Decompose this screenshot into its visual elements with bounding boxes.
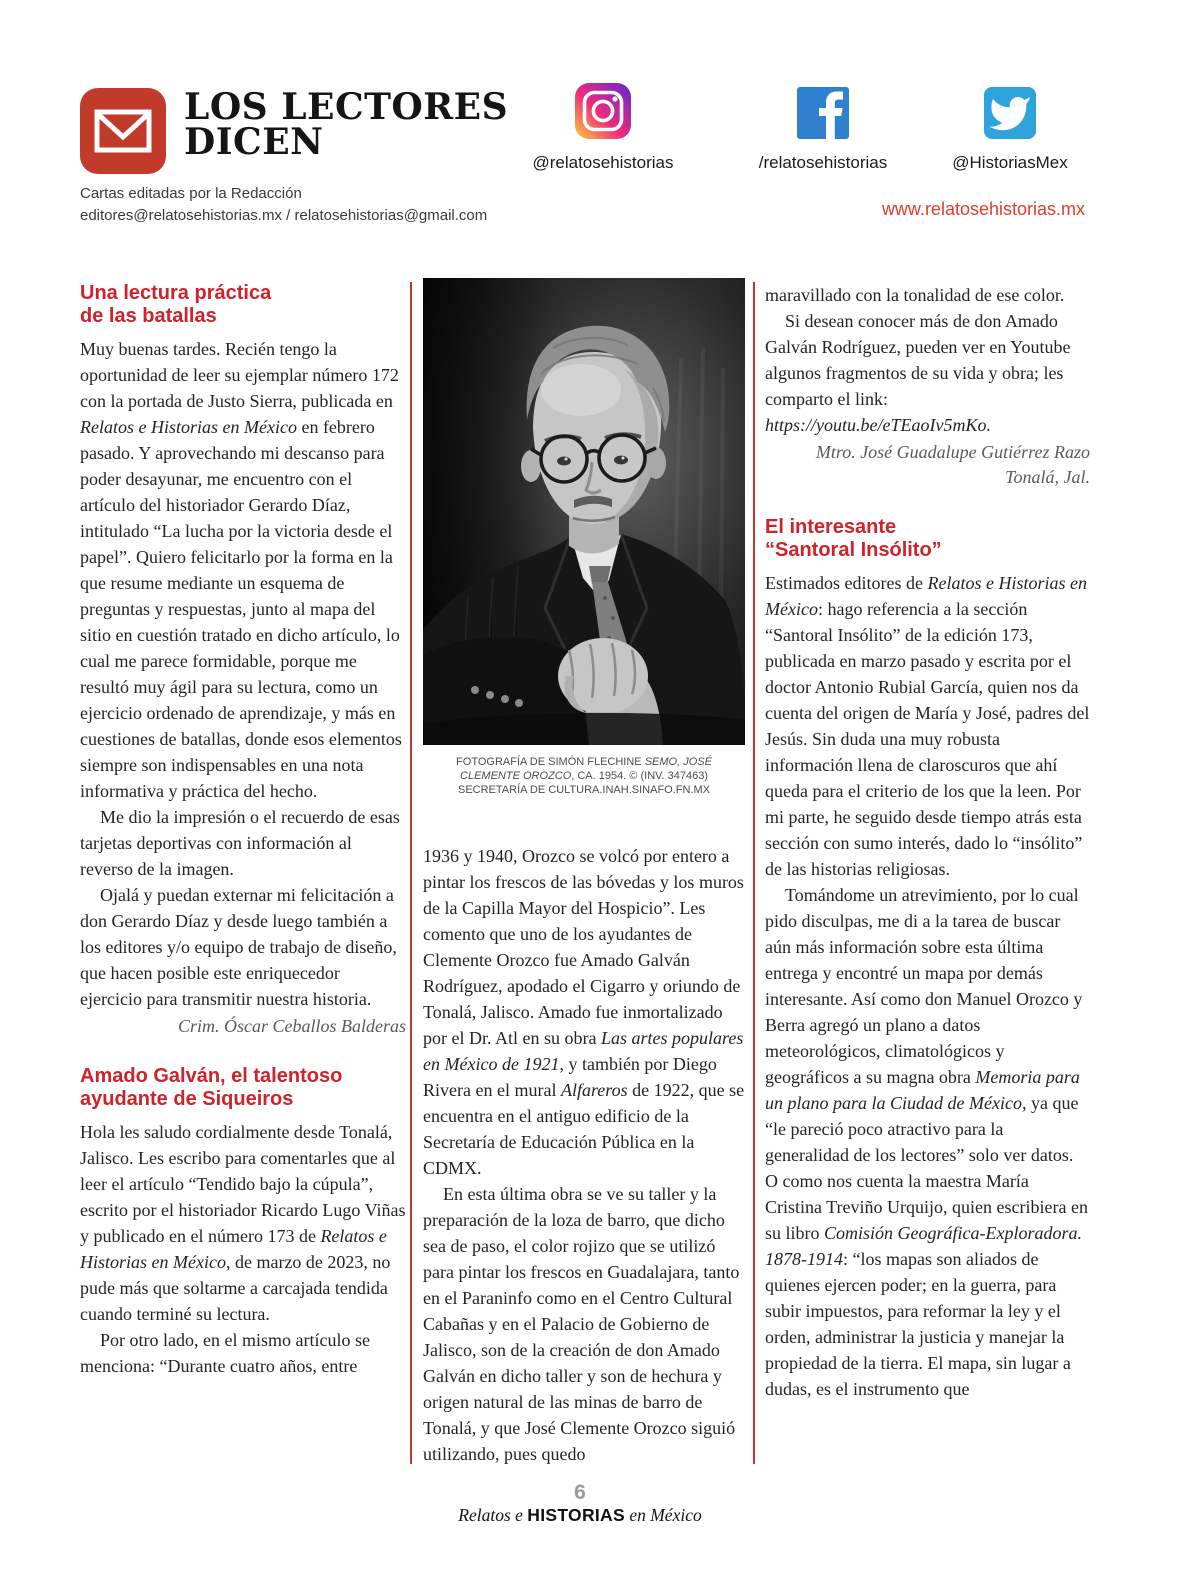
section-tagline: Cartas editadas por la Redacción [80, 185, 302, 202]
text-segment: en México [624, 1505, 702, 1525]
signature-line: Tonalá, Jal. [1005, 467, 1090, 487]
social-twitter[interactable] [922, 87, 1098, 173]
text-segment: En esta última obra se ve su taller y la preparación de la loza de barro, que dicho sea de paso, el color rojizo que se utilizó para pintar los frescos en Guadalajara, tanto en el Paraninfo como en el Centro Cultural Cabañas y en el Palacio de Gobierno de Jalisco, son de la creación de don Amado Galván en dicho taller y son de hechura y origen natural de las minas de barro de Tonalá, y que José Clemente Orozco siguió utilizando, pues quedo [423, 1184, 740, 1464]
text-segment: 1936 y 1940, Orozco se volcó por entero a pintar los frescos de las bóvedas y los muros de la Capilla Mayor del Hospicio”. Les comento que uno de los ayudantes de Clemente Orozco fue Amado Galván Rodríguez, apodado el Cigarro y oriundo de Tonalá, Jalisco. Amado fue inmortalizado por el Dr. Atl en su obra [423, 846, 744, 1048]
text-segment: Relatos e [458, 1505, 528, 1525]
text-segment: : “los mapas son aliados de quienes ejercen poder; en la guerra, para subir impuestos, para reformar la ley y el orden, administrar la justicia y manejar la propiedad de la tierra. El mapa, sin lugar a dudas, es el instrumento que [765, 1249, 1071, 1399]
facebook-handle[interactable]: /relatosehistorias [758, 153, 888, 172]
text-segment: maravillado con la tonalidad de ese color. [765, 285, 1065, 305]
section-logo [80, 88, 166, 174]
text-segment: Relatos e Historias en México [80, 1226, 387, 1272]
letter-title-line: Una lectura práctica [80, 282, 272, 304]
text-segment: https://youtu.be/eTEaoIv5mKo. [765, 415, 991, 435]
letter-signature [765, 440, 1090, 490]
photo-caption [438, 755, 730, 797]
instagram-handle[interactable]: @relatosehistorias [532, 153, 674, 172]
text-segment: , de marzo de 2023, no pude más que soltarme a carcajada tendida cuando terminé su lectura. [80, 1252, 391, 1324]
column-right [765, 282, 1090, 1402]
paragraph [765, 570, 1090, 882]
letter-title-line: Amado Galván, el talentoso [80, 1065, 343, 1087]
text-segment: , CA. 1954. © (INV. 347463) SECRETARÍA DE CULTURA.INAH.SINAFO.FN.MX [457, 770, 710, 796]
section-title-line2: DICEN [184, 121, 324, 163]
text-segment: Relatos e Historias en México [765, 573, 1087, 619]
letter-title-line: ayudante de Siqueiros [80, 1088, 294, 1110]
paragraph [423, 1181, 745, 1467]
twitter-icon[interactable] [984, 87, 1036, 139]
text-segment: Por otro lado, en el mismo artículo se menciona: “Durante cuatro años, entre [80, 1330, 370, 1376]
text-segment: Si desean conocer más de don Amado Galván Rodríguez, pueden ver en Youtube algunos fragmentos de su vida y obra; les comparto el link: [765, 311, 1071, 409]
twitter-handle[interactable]: @HistoriasMex [952, 153, 1068, 172]
paragraph [80, 1119, 406, 1327]
letter-title [80, 282, 406, 328]
social-facebook[interactable] [735, 87, 911, 173]
text-segment: Relatos e Historias en México [80, 417, 297, 437]
portrait-photo-orozco [423, 278, 745, 745]
paragraph [765, 308, 1090, 438]
column-left [80, 282, 406, 1379]
column-middle [423, 278, 745, 1467]
text-segment: de 1922, que se encuentra en el antiguo edificio de la Secretaría de Educación Pública en la CDMX. [423, 1080, 745, 1178]
facebook-icon[interactable] [797, 87, 849, 139]
text-segment: Hola les saludo cordialmente desde Tonalá, Jalisco. Les escribo para comentarles que al leer el artículo “Tendido bajo la cúpula”, escrito por el historiador Ricardo Lugo Viñas y publicado en el número 173 de [80, 1122, 406, 1246]
text-segment: Memoria para un plano para la Ciudad de México, [765, 1067, 1080, 1113]
paragraph [80, 336, 406, 804]
letter-title-line: El interesante [765, 516, 897, 538]
page-number: 6 [574, 1481, 586, 1504]
text-segment: FOTOGRAFÍA DE SIMÓN FLECHINE [456, 756, 645, 768]
text-segment: ya que “le pareció poco atractivo para la generalidad de los lectores” solo ver datos. O como nos cuenta la maestra María Cristina Treviño Urquijo, quien escribiera en su libro [765, 1093, 1088, 1243]
text-segment: : hago referencia a la sección “Santoral Insólito” de la edición 173, publicada en marzo pasado y escrita por el doctor Antonio Rubial García, quien nos da cuenta del origen de María y José, padres del Jesús. Sin duda una muy robusta información llena de claroscuros que ahí queda para el criterio de los que la leen. Por mi parte, he seguido desde tiempo atrás esta sección con sumo interés, dado lo “insólito” de las historias religiosas. [765, 599, 1090, 879]
column-middle-body [423, 843, 745, 1467]
letter-signature [80, 1014, 406, 1039]
paragraph [80, 882, 406, 1012]
text-segment: Ojalá y puedan externar mi felicitación a don Gerardo Díaz y desde luego también a los editores y/o equipo de trabajo de diseño, que hacen posible este enriquecedor ejercicio para transmitir nuestra historia. [80, 885, 397, 1009]
text-segment: HISTORIAS [527, 1505, 625, 1525]
paragraph [765, 282, 1090, 308]
column-rule-right [753, 282, 755, 1464]
signature-line: Mtro. José Guadalupe Gutiérrez Razo [815, 442, 1090, 462]
text-segment: Muy buenas tardes. Recién tengo la oportunidad de leer su ejemplar número 172 con la portada de Justo Sierra, publicada en [80, 339, 399, 411]
editor-emails[interactable]: editores@relatosehistorias.mx / relatosehistorias@gmail.com [80, 207, 488, 224]
text-segment: Las artes populares en México de 1921 [423, 1028, 744, 1074]
text-segment: , y también por Diego Rivera en el mural [423, 1054, 717, 1100]
paragraph [80, 804, 406, 882]
letter-title-line: “Santoral Insólito” [765, 539, 942, 561]
text-segment: Tomándome un atrevimiento, por lo cual pido disculpas, me di a la tarea de buscar aún más información sobre esta última entrega y encontré un mapa por demás interesante. Así como don Manuel Orozco y Berra agregó un plano a datos meteorológicos, climatológicos y geográficos a su magna obra [765, 885, 1083, 1087]
envelope-icon [80, 88, 166, 174]
text-segment: en febrero pasado. Y aprovechando mi descanso para poder desayunar, me encuentro con el artículo del historiador Gerardo Díaz, intitulado “La lucha por la victoria desde el papel”. Quiero felicitarlo por la forma en la que resume mediante un esquema de preguntas y respuestas, junto al mapa del sitio en cuestión tratado en dicho artículo, lo cual me parece formidable, porque me resultó muy ágil para su lectura, como un ejercicio ordenado de aprendizaje, y más en cuestiones de batallas, donde esos elementos siempre son indispensables en una nota informativa y práctica del hecho. [80, 417, 402, 801]
section-title [184, 86, 509, 163]
signature-line: Crim. Óscar Ceballos Balderas [177, 1016, 406, 1036]
section-title-line1: LOS LECTORES [184, 86, 509, 128]
footer-brand [0, 1505, 1160, 1526]
website-link[interactable]: www.relatosehistorias.mx [881, 199, 1085, 219]
paragraph [765, 882, 1090, 1402]
social-instagram[interactable] [515, 83, 691, 173]
paragraph [423, 843, 745, 1181]
instagram-icon[interactable] [575, 83, 631, 139]
text-segment: Alfareros [560, 1080, 628, 1100]
text-segment: Comisión Geográfica-Exploradora. 1878-1914 [765, 1223, 1083, 1269]
column-rule-left [410, 282, 412, 1464]
text-segment: Me dio la impresión o el recuerdo de esas tarjetas deportivas con información al reverso de la imagen. [80, 807, 400, 879]
letter-title [80, 1065, 406, 1111]
text-segment: Estimados editores de [765, 573, 928, 593]
letter-title [765, 516, 1090, 562]
paragraph [80, 1327, 406, 1379]
letter-title-line: de las batallas [80, 305, 217, 327]
text-segment: SEMO, JOSÉ CLEMENTE OROZCO [460, 756, 712, 782]
